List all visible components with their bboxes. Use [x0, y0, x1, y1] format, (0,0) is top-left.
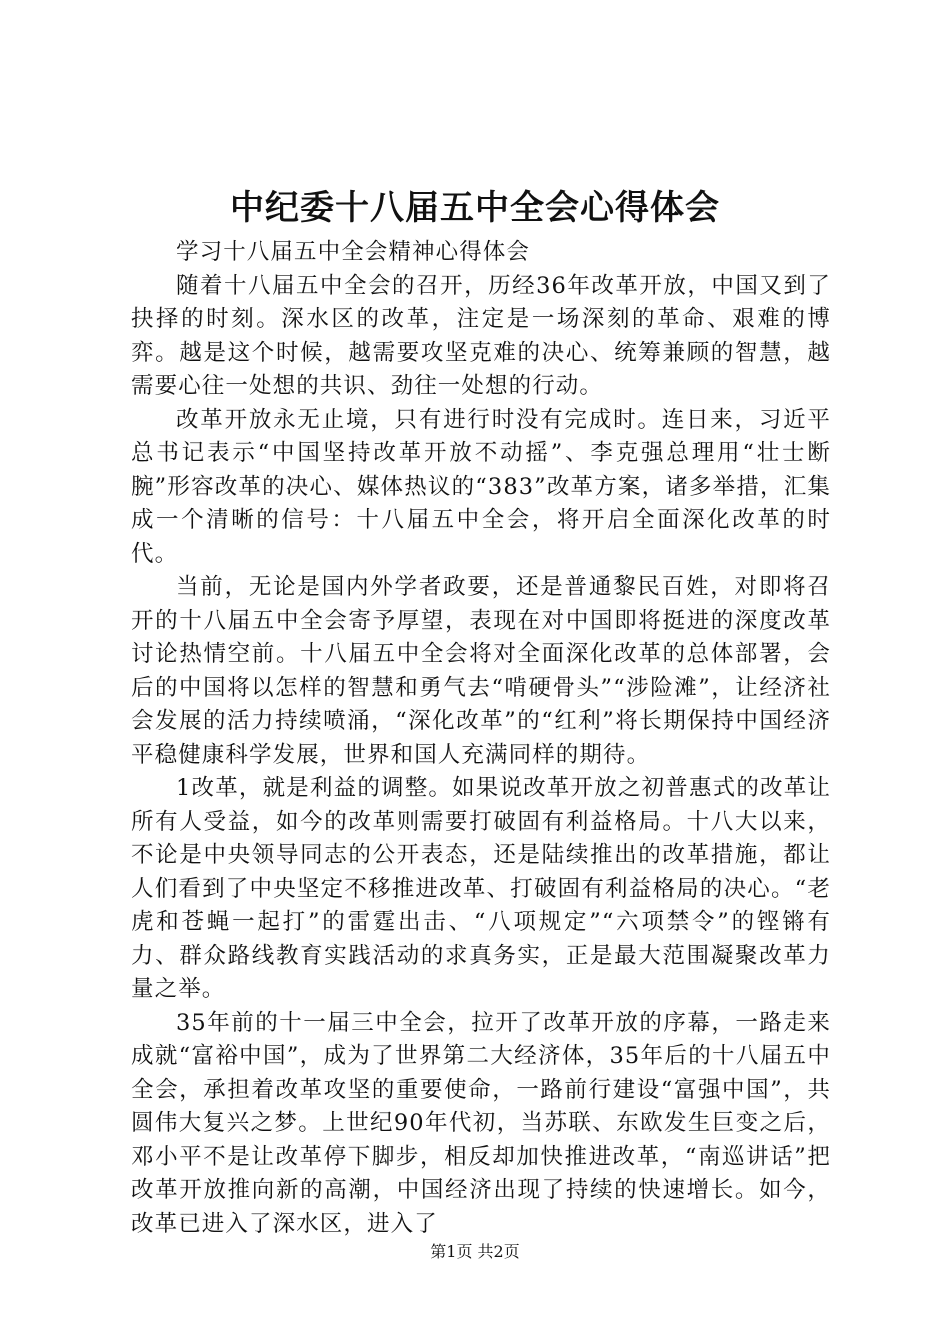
- body-paragraph: 35年前的十一届三中全会，拉开了改革开放的序幕，一路走来成就“富裕中国”，成为了世界第二大经济体，35年后的十八届五中全会，承担着改革攻坚的重要使命，一路前行建设“富强中国”，共圆伟大复兴之梦。上世纪90年代初，当苏联、东欧发生巨变之后，邓小平不是让改革停下脚步，相反却加快推进改革，“南巡讲话”把改革开放推向新的高潮，中国经济出现了持续的快速增长。如今，改革已进入了深水区，进入了: [131, 1009, 831, 1237]
- document-title: 中纪委十八届五中全会心得体会: [230, 188, 720, 228]
- body-paragraph: 改革开放永无止境，只有进行时没有完成时。连日来，习近平总书记表示“中国坚持改革开放不动摇”、李克强总理用“壮士断腕”形容改革的决心、媒体热议的“383”改革方案，诸多举措，汇集成一个清晰的信号：十八届五中全会，将开启全面深化改革的时代。: [131, 406, 831, 567]
- document-body: [131, 236, 831, 1241]
- subtitle-paragraph: 学习十八届五中全会精神心得体会: [176, 239, 531, 265]
- body-paragraph: 1改革，就是利益的调整。如果说改革开放之初普惠式的改革让所有人受益，如今的改革则需要打破固有利益格局。十八大以来，不论是中央领导同志的公开表态，还是陆续推出的改革措施，都让人们看到了中央坚定不移推进改革、打破固有利益格局的决心。“老虎和苍蝇一起打”的雷霆出击、“八项规定”“六项禁令”的铿锵有力、群众路线教育实践活动的求真务实，正是最大范围凝聚改革力量之举。: [131, 775, 831, 1002]
- body-paragraph: 随着十八届五中全会的召开，历经36年改革开放，中国又到了抉择的时刻。深水区的改革，注定是一场深刻的革命、艰难的博弈。越是这个时候，越需要攻坚克难的决心、统筹兼顾的智慧，越需要心往一处想的共识、劲往一处想的行动。: [131, 272, 831, 399]
- page-footer: 第1页 共2页: [430, 1242, 520, 1261]
- body-paragraph: 当前，无论是国内外学者政要，还是普通黎民百姓，对即将召开的十八届五中全会寄予厚望，表现在对中国即将挺进的深度改革讨论热情空前。十八届五中全会将对全面深化改革的总体部署，会后的中国将以怎样的智慧和勇气去“啃硬骨头”“涉险滩”，让经济社会发展的活力持续喷涌，“深化改革”的“红利”将长期保持中国经济平稳健康科学发展，世界和国人充满同样的期待。: [131, 574, 831, 768]
